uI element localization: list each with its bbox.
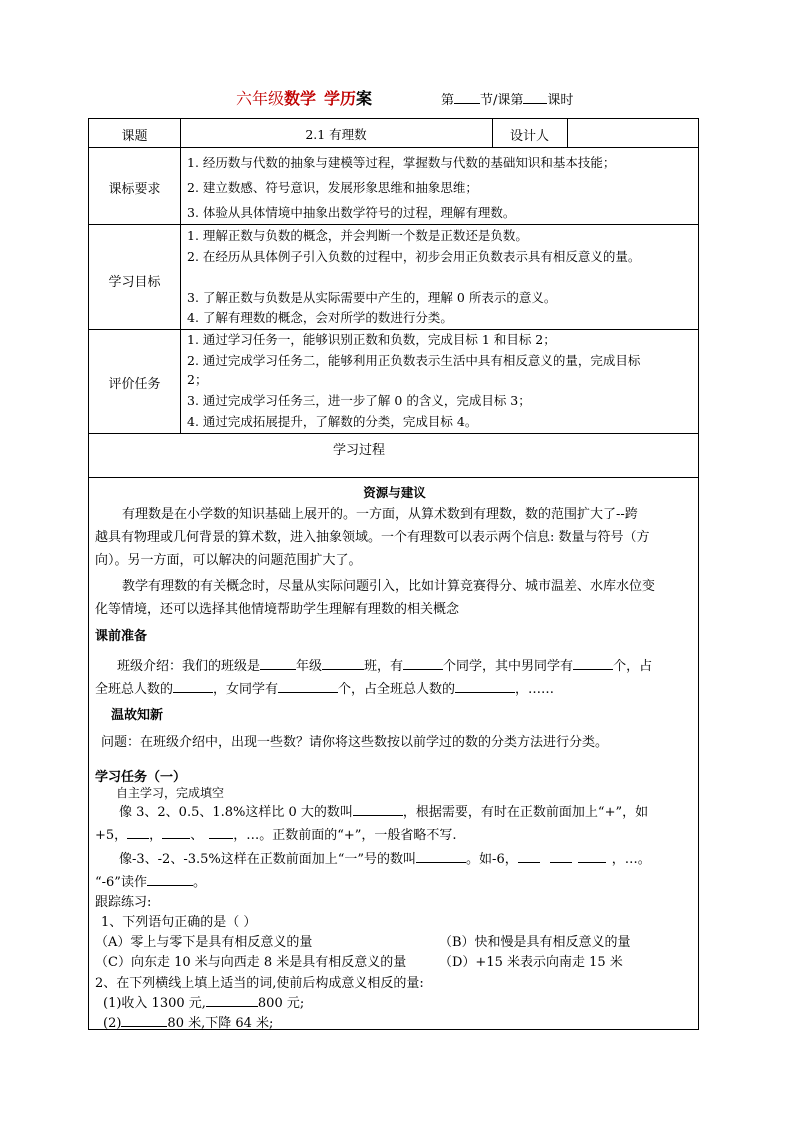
- question-2: 2、在下列横线上填上适当的词,使前后构成意义相反的量:: [95, 976, 424, 991]
- option-a: （A）零上与零下是具有相反意义的量: [95, 935, 313, 950]
- text: ，: [149, 828, 163, 843]
- class-intro-line-1: [117, 655, 652, 678]
- blank-field[interactable]: [550, 849, 572, 863]
- text: (1)收入 1300 元,: [103, 996, 206, 1011]
- blank-field[interactable]: [260, 656, 296, 670]
- blank-field[interactable]: [578, 849, 606, 863]
- topic-label: 课题: [121, 129, 148, 144]
- text: 个，占全班总人数的: [338, 682, 456, 697]
- text: ，女同学有: [213, 682, 279, 697]
- document-header: [0, 86, 794, 110]
- item-text: 体验从具体情境中抽象出数学符号的过程，理解有理数。: [202, 205, 516, 220]
- item-text: 理解正数与负数的概念，并会判断一个数是正数还是负数。: [202, 228, 528, 243]
- blank-field[interactable]: [147, 872, 193, 886]
- text: 80 米,下降 64 米;: [167, 1016, 274, 1031]
- practice-heading: 跟踪练习:: [95, 895, 152, 910]
- evaluation-item: [187, 332, 556, 348]
- designer-label: 设计人: [509, 129, 549, 144]
- blank-field[interactable]: [206, 993, 258, 1007]
- text: +5，: [95, 828, 128, 843]
- task1-subheading: 自主学习，完成填空: [116, 786, 225, 800]
- standards-label: 课标要求: [108, 182, 161, 197]
- text: ，根据需要，有时在正数前面加上“+”，如: [402, 805, 649, 820]
- item-number: 3.: [187, 290, 199, 305]
- lesson-blank-2: [523, 90, 547, 104]
- objectives-item: [187, 249, 640, 265]
- lesson-blank-1: [454, 90, 480, 104]
- standards-item: [187, 205, 515, 221]
- blank-field[interactable]: [403, 656, 443, 670]
- blank-field[interactable]: [173, 679, 213, 693]
- item-text: 在经历从具体例子引入负数的过程中，初步会用正负数表示具有相反意义的量。: [202, 249, 641, 264]
- resources-paragraph-line: 化等情境，还可以选择其他情境帮助学生理解有理数的相关概念: [95, 602, 460, 617]
- review-heading: 温故知新: [111, 708, 164, 723]
- item-number: 1.: [187, 228, 199, 243]
- item-number: 2.: [187, 353, 199, 368]
- item-number: 3.: [187, 393, 199, 408]
- text: 个同学，其中男同学有: [443, 659, 574, 674]
- evaluation-item: [187, 372, 207, 388]
- question-1: 1、下列语句正确的是（ ）: [101, 915, 257, 930]
- item-text: 通过完成学习任务二，能够利用正负数表示生活中具有相反意义的量，完成目标: [202, 353, 641, 368]
- resources-heading: 资源与建议: [363, 485, 426, 500]
- item-number: 4.: [187, 310, 199, 325]
- review-question: 问题：在班级介绍中，出现一些数？请你将这些数按以前学过的数的分类方法进行分类。: [101, 735, 609, 750]
- standards-item: [187, 155, 615, 171]
- lesson-label-c: 课时: [547, 93, 574, 108]
- item-number: 1.: [187, 155, 199, 170]
- lesson-info: [441, 89, 573, 108]
- title-plan: 案: [356, 89, 373, 108]
- evaluation-item: [187, 353, 640, 369]
- option-d: （D）+15 米表示向南走 15 米: [439, 955, 623, 970]
- objectives-label: 学习目标: [108, 275, 161, 290]
- blank-field[interactable]: [455, 679, 515, 693]
- item-text: 2；: [187, 372, 208, 387]
- blank-field[interactable]: [127, 825, 149, 839]
- lesson-label-b: 节/课第: [480, 93, 524, 108]
- row-divider: [89, 477, 698, 478]
- item-number: 2.: [187, 180, 199, 195]
- text: 年级: [296, 659, 323, 674]
- blank-field[interactable]: [322, 656, 364, 670]
- blank-field[interactable]: [518, 849, 540, 863]
- option-b: （B）快和慢是具有相反意义的量: [439, 935, 631, 950]
- item-text: 通过完成学习任务三，进一步了解 0 的含义，完成目标 3；: [202, 393, 531, 408]
- item-number: 2.: [187, 249, 199, 264]
- text: “-6”读作: [95, 875, 147, 890]
- option-c: （C）向东走 10 米与向西走 8 米是具有相反意义的量: [95, 955, 407, 970]
- blank-field[interactable]: [278, 679, 338, 693]
- row-divider: [89, 433, 698, 434]
- text: 像-3、-2、-3.5%这样在正数前面加上“一”号的数叫: [119, 852, 417, 867]
- title-subject: 数学: [284, 89, 317, 108]
- text: 班，有: [364, 659, 404, 674]
- task1-line: [119, 801, 648, 824]
- class-intro-line-2: [95, 678, 554, 701]
- text: ，…。正数前面的“+”，一般省略不写.: [233, 828, 457, 843]
- blank-field[interactable]: [209, 825, 233, 839]
- lesson-plan-table: [88, 118, 699, 1030]
- text: 班级介绍：我们的班级是: [117, 659, 261, 674]
- item-number: 1.: [187, 332, 199, 347]
- topic-value: 2.1 有理数: [305, 127, 367, 142]
- lesson-label-a: 第: [441, 93, 455, 108]
- blank-field[interactable]: [121, 1013, 167, 1027]
- evaluation-item: [187, 414, 477, 430]
- process-label: 学习过程: [332, 443, 385, 458]
- title-grade: 六年级: [236, 89, 285, 108]
- column-divider: [567, 119, 568, 147]
- resources-paragraph-line: 有理数是在小学数的知识基础上展开的。一方面，从算术数到有理数，数的范围扩大了--跨: [122, 507, 638, 522]
- item-text: 通过完成拓展提升，了解数的分类，完成目标 4。: [202, 414, 478, 429]
- blank-field[interactable]: [573, 656, 613, 670]
- column-divider: [180, 119, 181, 433]
- question-2-item-2: [103, 1012, 273, 1035]
- resources-paragraph-line: 向）。另一方面，可以解决的问题范围扩大了。: [95, 553, 362, 568]
- resources-paragraph-line: 越具有物理或几何背景的算术数，进入抽象领域。一个有理数可以表示两个信息: 数量与符号（方: [95, 530, 650, 545]
- text: 800 元;: [257, 996, 305, 1011]
- text: ，…。: [611, 852, 651, 867]
- resources-paragraph-line: 教学有理数的有关概念时，尽量从实际问题引入，比如计算竞赛得分、城市温差、水库水位变: [122, 579, 656, 594]
- text: 全班总人数的: [95, 682, 174, 697]
- title-study: 学历: [324, 89, 357, 108]
- text: 、: [190, 828, 204, 843]
- task1-line: [119, 848, 651, 871]
- preview-heading: 课前准备: [95, 629, 148, 644]
- item-text: 建立数感、符号意识，发展形象思维和抽象思维；: [202, 180, 478, 195]
- objectives-item: [187, 310, 453, 326]
- task1-line: [95, 824, 457, 847]
- text: (2): [103, 1016, 122, 1031]
- text: 像 3、2、0.5、1.8%这样比 0 大的数叫: [119, 805, 353, 820]
- text: 个，占: [613, 659, 653, 674]
- item-number: 4.: [187, 414, 199, 429]
- document-title: [236, 86, 372, 109]
- blank-field[interactable]: [353, 802, 403, 816]
- item-text: 了解正数与负数是从实际需要中产生的，理解 0 所表示的意义。: [202, 290, 557, 305]
- item-text: 通过学习任务一，能够识别正数和负数，完成目标 1 和目标 2；: [202, 332, 556, 347]
- text: ，……: [515, 682, 555, 697]
- item-text: 经历数与代数的抽象与建模等过程，掌握数与代数的基础知识和基本技能；: [202, 155, 616, 170]
- objectives-item: [187, 290, 556, 306]
- blank-field[interactable]: [162, 825, 190, 839]
- item-text: 了解有理数的概念，会对所学的数进行分类。: [202, 310, 453, 325]
- task1-heading: 学习任务（一）: [95, 770, 187, 785]
- standards-item: [187, 180, 478, 196]
- blank-field[interactable]: [416, 849, 466, 863]
- item-number: 3.: [187, 205, 199, 220]
- evaluation-item: [187, 393, 531, 409]
- evaluation-label: 评价任务: [108, 377, 161, 392]
- text: 。如-6，: [466, 852, 518, 867]
- objectives-item: [187, 228, 528, 244]
- text: 。: [192, 875, 206, 890]
